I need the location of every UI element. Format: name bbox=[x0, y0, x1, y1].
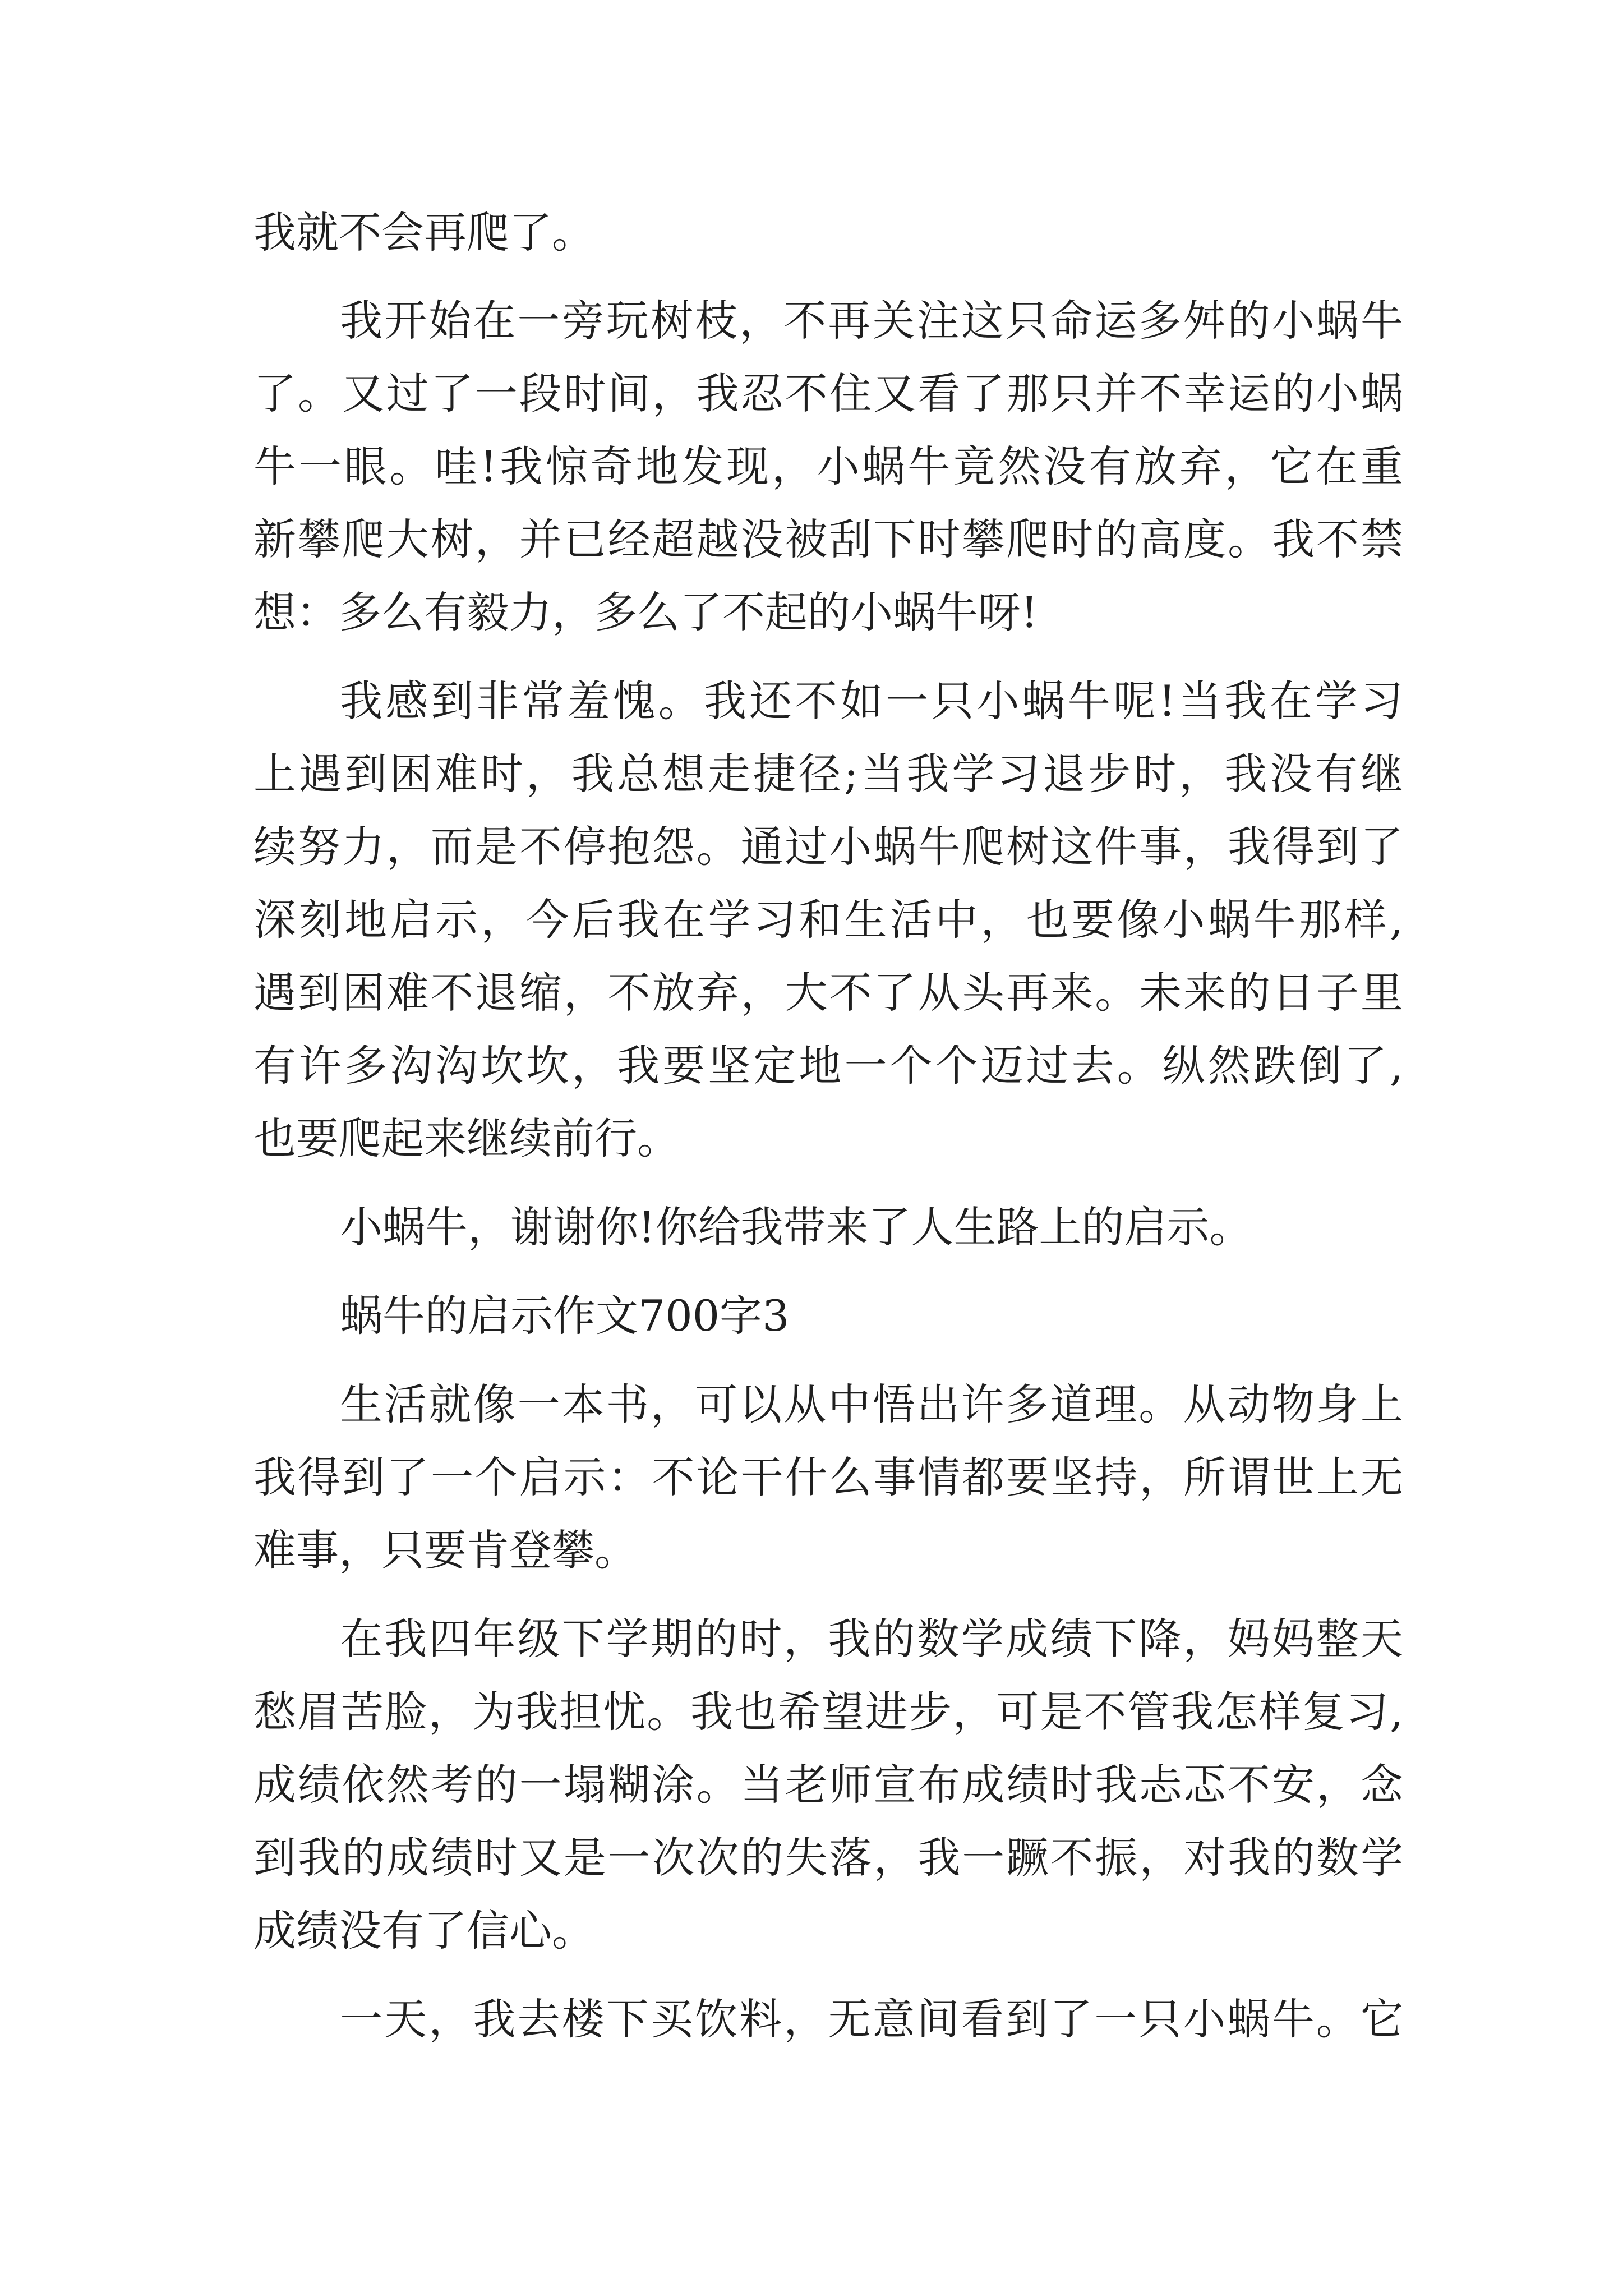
text-line: 遇到困难不退缩，不放弃，大不了从头再来。未来的日子里 bbox=[253, 968, 1403, 1018]
text-line: 难事，只要肯登攀。 bbox=[253, 1525, 637, 1575]
text-line: 也要爬起来继续前行。 bbox=[253, 1114, 680, 1163]
text-line: 到我的成绩时又是一次次的失落，我一蹶不振，对我的数学 bbox=[253, 1833, 1403, 1883]
text-line: 小蜗牛，谢谢你!你给我带来了人生路上的启示。 bbox=[340, 1202, 1252, 1252]
text-line: 愁眉苦脸，为我担忧。我也希望进步，可是不管我怎样复习, bbox=[253, 1687, 1403, 1737]
text-line: 我得到了一个启示：不论干什么事情都要坚持，所谓世上无 bbox=[253, 1452, 1403, 1502]
text-line: 想：多么有毅力，多么了不起的小蜗牛呀! bbox=[253, 587, 1038, 637]
text-line: 牛一眼。哇!我惊奇地发现，小蜗牛竟然没有放弃，它在重 bbox=[253, 441, 1403, 491]
text-line: 成绩没有了信心。 bbox=[253, 1906, 594, 1955]
text-line: 一天，我去楼下买饮料，无意间看到了一只小蜗牛。它 bbox=[340, 1994, 1403, 2044]
text-line: 成绩依然考的一塌糊涂。当老师宣布成绩时我忐忑不安，念 bbox=[253, 1760, 1403, 1810]
section-heading: 蜗牛的启示作文700字3 bbox=[340, 1291, 790, 1341]
text-line: 上遇到困难时，我总想走捷径;当我学习退步时，我没有继 bbox=[253, 749, 1403, 799]
text-line: 新攀爬大树，并已经超越没被刮下时攀爬时的高度。我不禁 bbox=[253, 514, 1403, 564]
text-line: 生活就像一本书，可以从中悟出许多道理。从动物身上 bbox=[340, 1379, 1403, 1429]
text-line: 我感到非常羞愧。我还不如一只小蜗牛呢!当我在学习 bbox=[340, 676, 1403, 726]
text-line: 深刻地启示，今后我在学习和生活中，也要像小蜗牛那样, bbox=[253, 895, 1403, 945]
text-line: 我开始在一旁玩树枝，不再关注这只命运多舛的小蜗牛 bbox=[340, 296, 1403, 346]
text-line: 在我四年级下学期的时，我的数学成绩下降，妈妈整天 bbox=[340, 1614, 1403, 1664]
text-line: 了。又过了一段时间，我忍不住又看了那只并不幸运的小蜗 bbox=[253, 369, 1403, 418]
text-line: 续努力，而是不停抱怨。通过小蜗牛爬树这件事，我得到了 bbox=[253, 822, 1403, 872]
text-line: 我就不会再爬了。 bbox=[253, 208, 594, 257]
text-line: 有许多沟沟坎坎，我要坚定地一个个迈过去。纵然跌倒了, bbox=[253, 1041, 1403, 1091]
